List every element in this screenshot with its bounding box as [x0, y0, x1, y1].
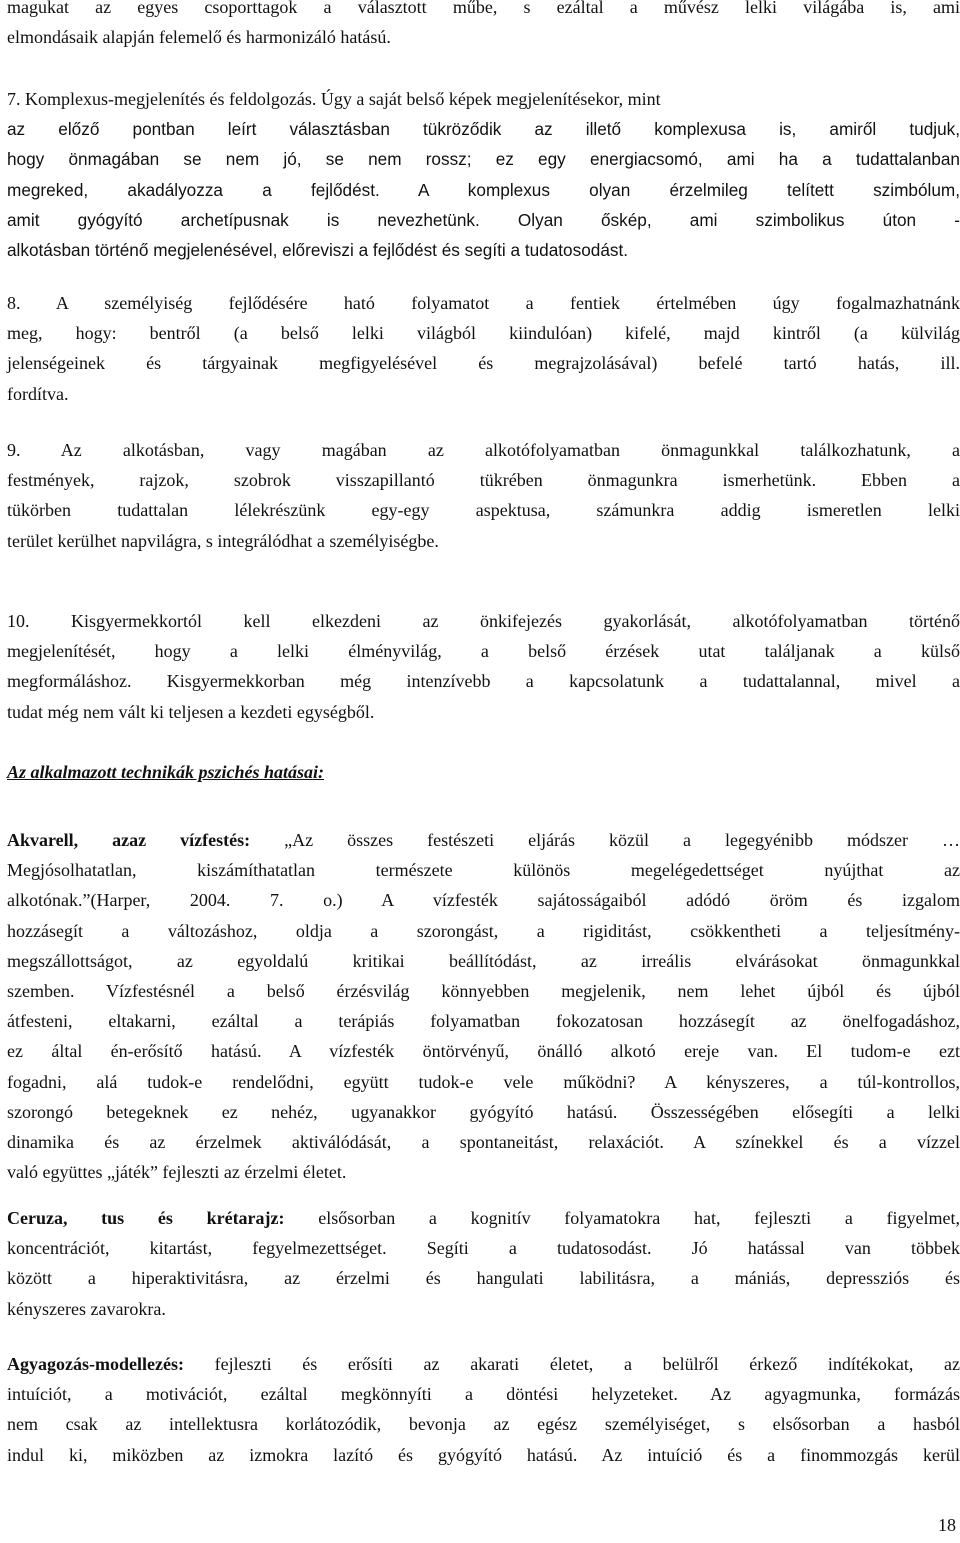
text-line — [7, 1203, 960, 1233]
term-agyag: Agyagozás-modellezés: — [7, 1354, 184, 1374]
text-fragment: elsősorban a kognitív folyamatokra hat, fejleszti a figyelmet, — [284, 1208, 960, 1228]
text-line: tudat még nem vált ki teljesen a kezdeti egységből. — [7, 701, 375, 722]
text-line: átfesteni, eltakarni, ezáltal a terápiás folyamatban fokozatosan hozzásegít az önelfogadáshoz, — [7, 1011, 960, 1032]
agyag-paragraph — [7, 1349, 960, 1470]
text-line: tükörben tudattalan lélekrészünk egy-egy aspektusa, számunkra addig ismeretlen lelki — [7, 500, 960, 521]
paragraph-9 — [7, 435, 960, 556]
text-line: festmények, rajzok, szobrok visszapillantó tükrében önmagunkra ismerhetünk. Ebben a — [7, 470, 960, 491]
section-heading-text: Az alkalmazott technikák pszichés hatásai: — [7, 762, 325, 782]
text-line: magukat az egyes csoporttagok a választott műbe, s ezáltal a művész lelki világába is, ami — [7, 0, 960, 17]
paragraph-8 — [7, 288, 960, 409]
text-line: alkotónak.”(Harper, 2004. 7. o.) A vízfesték sajátosságaiból adódó öröm és izgalom — [7, 890, 960, 911]
text-line: kényszeres zavarokra. — [7, 1298, 166, 1319]
text-line: megszállottságot, az egyoldalú kritikai beállítódást, az irreális elvárásokat önmagunkkal — [7, 950, 960, 971]
text-line: terület kerülhet napvilágra, s integrálódhat a személyiségbe. — [7, 530, 439, 551]
text-line: intuíciót, a motivációt, ezáltal megkönnyíti a döntési helyzeteket. Az agyagmunka, formázás — [7, 1384, 960, 1405]
text-line: fordítva. — [7, 383, 69, 404]
text-line: 9. Az alkotásban, vagy magában az alkotófolyamatban önmagunkkal találkozhatunk, a — [7, 440, 960, 460]
akvarell-paragraph — [7, 825, 960, 1187]
text-fragment: fejleszti és erősíti az akarati életet, a belülről érkező indítékokat, az — [183, 1354, 960, 1374]
text-line: hogy önmagában se nem jó, se nem rossz; ez egy energiacsomó, ami ha a tudattalanban — [7, 149, 960, 170]
page-number: 18 — [938, 1515, 956, 1535]
text-line: való együttes „játék” fejleszti az érzelmi életet. — [7, 1162, 347, 1183]
text-line: szorongó betegeknek ez nehéz, ugyanakkor gyógyító hatású. Összességében elősegíti a lelki — [7, 1101, 960, 1122]
paragraph-7 — [7, 84, 960, 265]
text-line: hozzásegít a változáshoz, oldja a szorongást, a rigiditást, csökkentheti a teljesítmény- — [7, 920, 960, 941]
ceruza-paragraph — [7, 1203, 960, 1324]
term-akvarell: Akvarell, azaz vízfestés: — [7, 830, 251, 850]
text-line: megformáláshoz. Kisgyermekkorban még intenzívebb a kapcsolatunk a tudattalannal, mivel a — [7, 671, 960, 692]
text-line: szemben. Vízfestésnél a belső érzésvilág könnyebben megjelenik, nem lehet újból és újból — [7, 981, 960, 1002]
text-line: koncentrációt, kitartást, fegyelmezettséget. Segíti a tudatosodást. Jó hatással van többek — [7, 1238, 960, 1259]
text-line: amit gyógyító archetípusnak is nevezhetünk. Olyan őskép, ami szimbolikus úton - — [7, 209, 960, 230]
text-line: alkotásban történő megjelenésével, előreviszi a fejlődést és segíti a tudatosodást. — [7, 240, 629, 261]
text-line: elmondásaik alapján felemelő és harmonizáló hatású. — [7, 27, 391, 48]
text-line: meg, hogy: bentről (a belső lelki világból kiindulóan) kifelé, majd kintről (a külvilág — [7, 323, 960, 344]
text-line: jelenségeinek és tárgyainak megfigyelésével és megrajzolásával) befelé tartó hatás, ill. — [7, 353, 960, 374]
text-line: 10. Kisgyermekkortól kell elkezdeni az önkifejezés gyakorlását, alkotófolyamatban történő — [7, 611, 960, 631]
text-line: megreked, akadályozza a fejlődést. A komplexus olyan érzelmileg telített szimbólum, — [7, 179, 960, 200]
text-line: indul ki, miközben az izmokra lazító és gyógyító hatású. Az intuíció és a finommozgás kerül — [7, 1444, 960, 1465]
text-line: Megjósolhatatlan, kiszámíthatatlan természete különös megelégedettséget nyújthat az — [7, 860, 960, 881]
text-line: ez által én-erősítő hatású. A vízfesték öntörvényű, önálló alkotó ereje van. El tudom-e ezt — [7, 1041, 960, 1062]
paragraph-10 — [7, 606, 960, 727]
text-line: megjelenítését, hogy a lelki élményvilág, a belső érzések utat találjanak a külső — [7, 641, 960, 662]
text-line: az előző pontban leírt választásban tükröződik az illető komplexusa is, amiről tudjuk, — [7, 119, 960, 140]
text-line: nem csak az intellektusra korlátozódik, bevonja az egész személyiséget, s elsősorban a hasból — [7, 1414, 960, 1435]
text-line: 8. A személyiség fejlődésére ható folyamatot a fentiek értelmében úgy fogalmazhatnánk — [7, 293, 960, 313]
text-fragment: „Az összes festészeti eljárás közül a legegyénibb módszer … — [250, 830, 960, 850]
section-heading — [7, 757, 960, 787]
text-line: 7. Komplexus-megjelenítés és feldolgozás. Úgy a saját belső képek megjelenítésekor, mint — [7, 89, 661, 109]
text-line — [7, 1349, 960, 1379]
intro-paragraph — [7, 0, 960, 52]
term-ceruza: Ceruza, tus és krétarajz: — [7, 1208, 285, 1228]
text-line: között a hiperaktivitásra, az érzelmi és hangulati labilitásra, a mániás, depressziós és — [7, 1268, 960, 1289]
text-line: fogadni, alá tudok-e rendelődni, együtt tudok-e vele működni? A kényszeres, a túl-kontrollos, — [7, 1071, 960, 1092]
text-line — [7, 825, 960, 855]
text-line: dinamika és az érzelmek aktiválódását, a spontaneitást, relaxációt. A színekkel és a vízzel — [7, 1132, 960, 1153]
